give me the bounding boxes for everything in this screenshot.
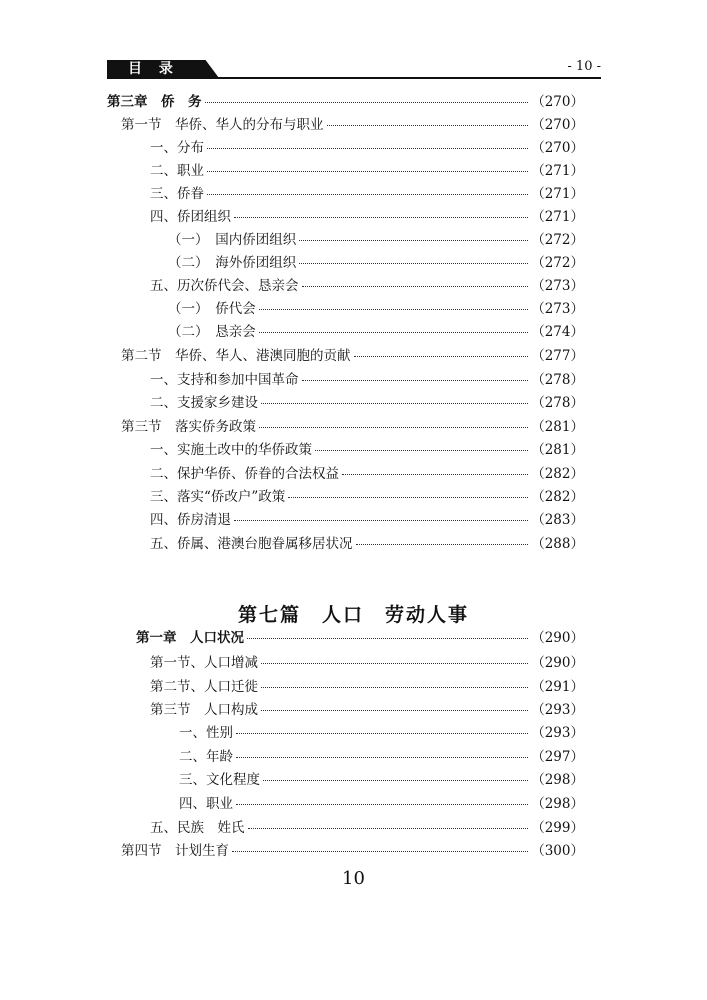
entry-label: 一、分布 [150, 140, 204, 156]
entry-leader [248, 828, 529, 829]
entry-leader [247, 638, 528, 639]
entry-page: （272） [531, 255, 584, 271]
entry-label: 一、性别 [179, 725, 233, 741]
entry-label: 四、侨房清退 [150, 512, 231, 528]
entry-leader [261, 687, 528, 688]
toc-entry[interactable] [150, 437, 584, 459]
toc-entry[interactable] [179, 720, 584, 742]
entry-leader [234, 520, 528, 521]
toc-entry[interactable] [107, 89, 584, 111]
entry-label: 五、历次侨代会、恳亲会 [150, 278, 299, 294]
entry-page: （293） [531, 702, 584, 718]
entry-label: 第三节 落实侨务政策 [121, 419, 256, 435]
entry-page: （298） [531, 772, 584, 788]
toc-entry[interactable] [168, 250, 584, 272]
entry-page: （270） [531, 94, 584, 110]
entry-label: 二、保护华侨、侨眷的合法权益 [150, 466, 339, 482]
toc-entry[interactable] [150, 697, 584, 719]
entry-label: 第二节 华侨、华人、港澳同胞的贡献 [121, 348, 351, 364]
entry-label: （一） 侨代会 [168, 301, 256, 317]
entry-leader [236, 733, 528, 734]
entry-label: 第一节、人口增减 [150, 655, 258, 671]
entry-page: （297） [531, 749, 584, 765]
entry-page: （273） [531, 301, 584, 317]
toc-entry[interactable] [150, 815, 584, 837]
entry-page: （283） [531, 512, 584, 528]
entry-page: （282） [531, 489, 584, 505]
entry-leader [232, 851, 528, 852]
toc-entry[interactable] [136, 625, 584, 647]
entry-leader [205, 102, 529, 103]
entry-label: 第三节 人口构成 [150, 702, 258, 718]
entry-leader [263, 780, 528, 781]
entry-leader [236, 757, 528, 758]
toc-entry[interactable] [168, 227, 584, 249]
entry-label: 三、落实“侨改户”政策 [150, 489, 286, 505]
header-rule [107, 77, 601, 79]
entry-leader [327, 125, 529, 126]
entry-leader [302, 286, 529, 287]
entry-leader [356, 544, 529, 545]
entry-leader [234, 217, 528, 218]
entry-leader [207, 171, 528, 172]
entry-leader [259, 427, 528, 428]
entry-page: （274） [531, 324, 584, 340]
toc-entry[interactable] [150, 390, 584, 412]
entry-label: 二、年龄 [179, 749, 233, 765]
entry-page: （270） [531, 140, 584, 156]
entry-label: 一、实施土改中的华侨政策 [150, 442, 312, 458]
entry-page: （273） [531, 278, 584, 294]
entry-label: 四、职业 [179, 796, 233, 812]
page-footer-number: 10 [342, 868, 365, 889]
entry-leader [299, 263, 528, 264]
entry-page: （271） [531, 186, 584, 202]
entry-page: （281） [531, 442, 584, 458]
entry-page: （271） [531, 163, 584, 179]
toc-entry[interactable] [150, 158, 584, 180]
entry-label: 二、支援家乡建设 [150, 395, 258, 411]
entry-label: 第一章 人口状况 [136, 630, 244, 646]
toc-entry[interactable] [150, 461, 584, 483]
entry-leader [354, 356, 529, 357]
toc-entry[interactable] [179, 767, 584, 789]
entry-page: （290） [531, 655, 584, 671]
toc-entry[interactable] [150, 367, 584, 389]
toc-entry[interactable] [150, 674, 584, 696]
entry-label: （二） 海外侨团组织 [168, 255, 297, 271]
entry-label: 四、侨团组织 [150, 209, 231, 225]
part-heading: 第七篇 人口 劳动人事 [237, 604, 469, 626]
entry-page: （278） [531, 372, 584, 388]
entry-leader [259, 309, 528, 310]
entry-leader [261, 663, 528, 664]
entry-page: （299） [531, 820, 584, 836]
entry-leader [302, 380, 529, 381]
entry-leader [261, 710, 528, 711]
toc-entry[interactable] [121, 343, 584, 365]
entry-page: （291） [531, 679, 584, 695]
entry-label: （一） 国内侨团组织 [168, 232, 297, 248]
toc-entry[interactable] [150, 204, 584, 226]
toc-entry[interactable] [121, 414, 584, 436]
entry-page: （277） [531, 348, 584, 364]
toc-entry[interactable] [150, 650, 584, 672]
entry-label: （二） 恳亲会 [168, 324, 256, 340]
toc-entry[interactable] [121, 838, 584, 860]
toc-entry[interactable] [168, 296, 584, 318]
toc-entry[interactable] [150, 181, 584, 203]
toc-entry[interactable] [150, 135, 584, 157]
entry-leader [342, 474, 528, 475]
entry-page: （271） [531, 209, 584, 225]
entry-label: 第三章 侨 务 [107, 94, 202, 110]
entry-page: （282） [531, 466, 584, 482]
header-title: 目 录 [128, 61, 179, 77]
entry-label: 三、文化程度 [179, 772, 260, 788]
entry-leader [207, 194, 528, 195]
toc-entry[interactable] [179, 744, 584, 766]
entry-page: （293） [531, 725, 584, 741]
entry-page: （278） [531, 395, 584, 411]
entry-leader [259, 332, 528, 333]
page-number-top: - 10 - [567, 59, 601, 74]
entry-label: 第二节、人口迁徙 [150, 679, 258, 695]
toc-entry[interactable] [179, 791, 584, 813]
entry-label: 二、职业 [150, 163, 204, 179]
toc-entry[interactable] [150, 531, 584, 553]
entry-label: 第四节 计划生育 [121, 843, 229, 859]
toc-entry[interactable] [150, 273, 584, 295]
entry-label: 一、支持和参加中国革命 [150, 372, 299, 388]
entry-leader [315, 450, 528, 451]
entry-page: （288） [531, 536, 584, 552]
entry-leader [288, 497, 528, 498]
entry-page: （281） [531, 419, 584, 435]
toc-entry[interactable] [150, 507, 584, 529]
entry-page: （290） [531, 630, 584, 646]
entry-page: （298） [531, 796, 584, 812]
entry-label: 五、侨属、港澳台胞眷属移居状况 [150, 536, 353, 552]
entry-page: （272） [531, 232, 584, 248]
toc-entry[interactable] [150, 484, 584, 506]
toc-entry[interactable] [121, 112, 584, 134]
entry-label: 第一节 华侨、华人的分布与职业 [121, 117, 324, 133]
entry-label: 五、民族 姓氏 [150, 820, 245, 836]
entry-leader [236, 804, 528, 805]
entry-leader [261, 403, 528, 404]
entry-label: 三、侨眷 [150, 186, 204, 202]
toc-entry[interactable] [168, 319, 584, 341]
entry-leader [299, 240, 528, 241]
entry-page: （270） [531, 117, 584, 133]
entry-page: （300） [531, 843, 584, 859]
entry-leader [207, 148, 528, 149]
